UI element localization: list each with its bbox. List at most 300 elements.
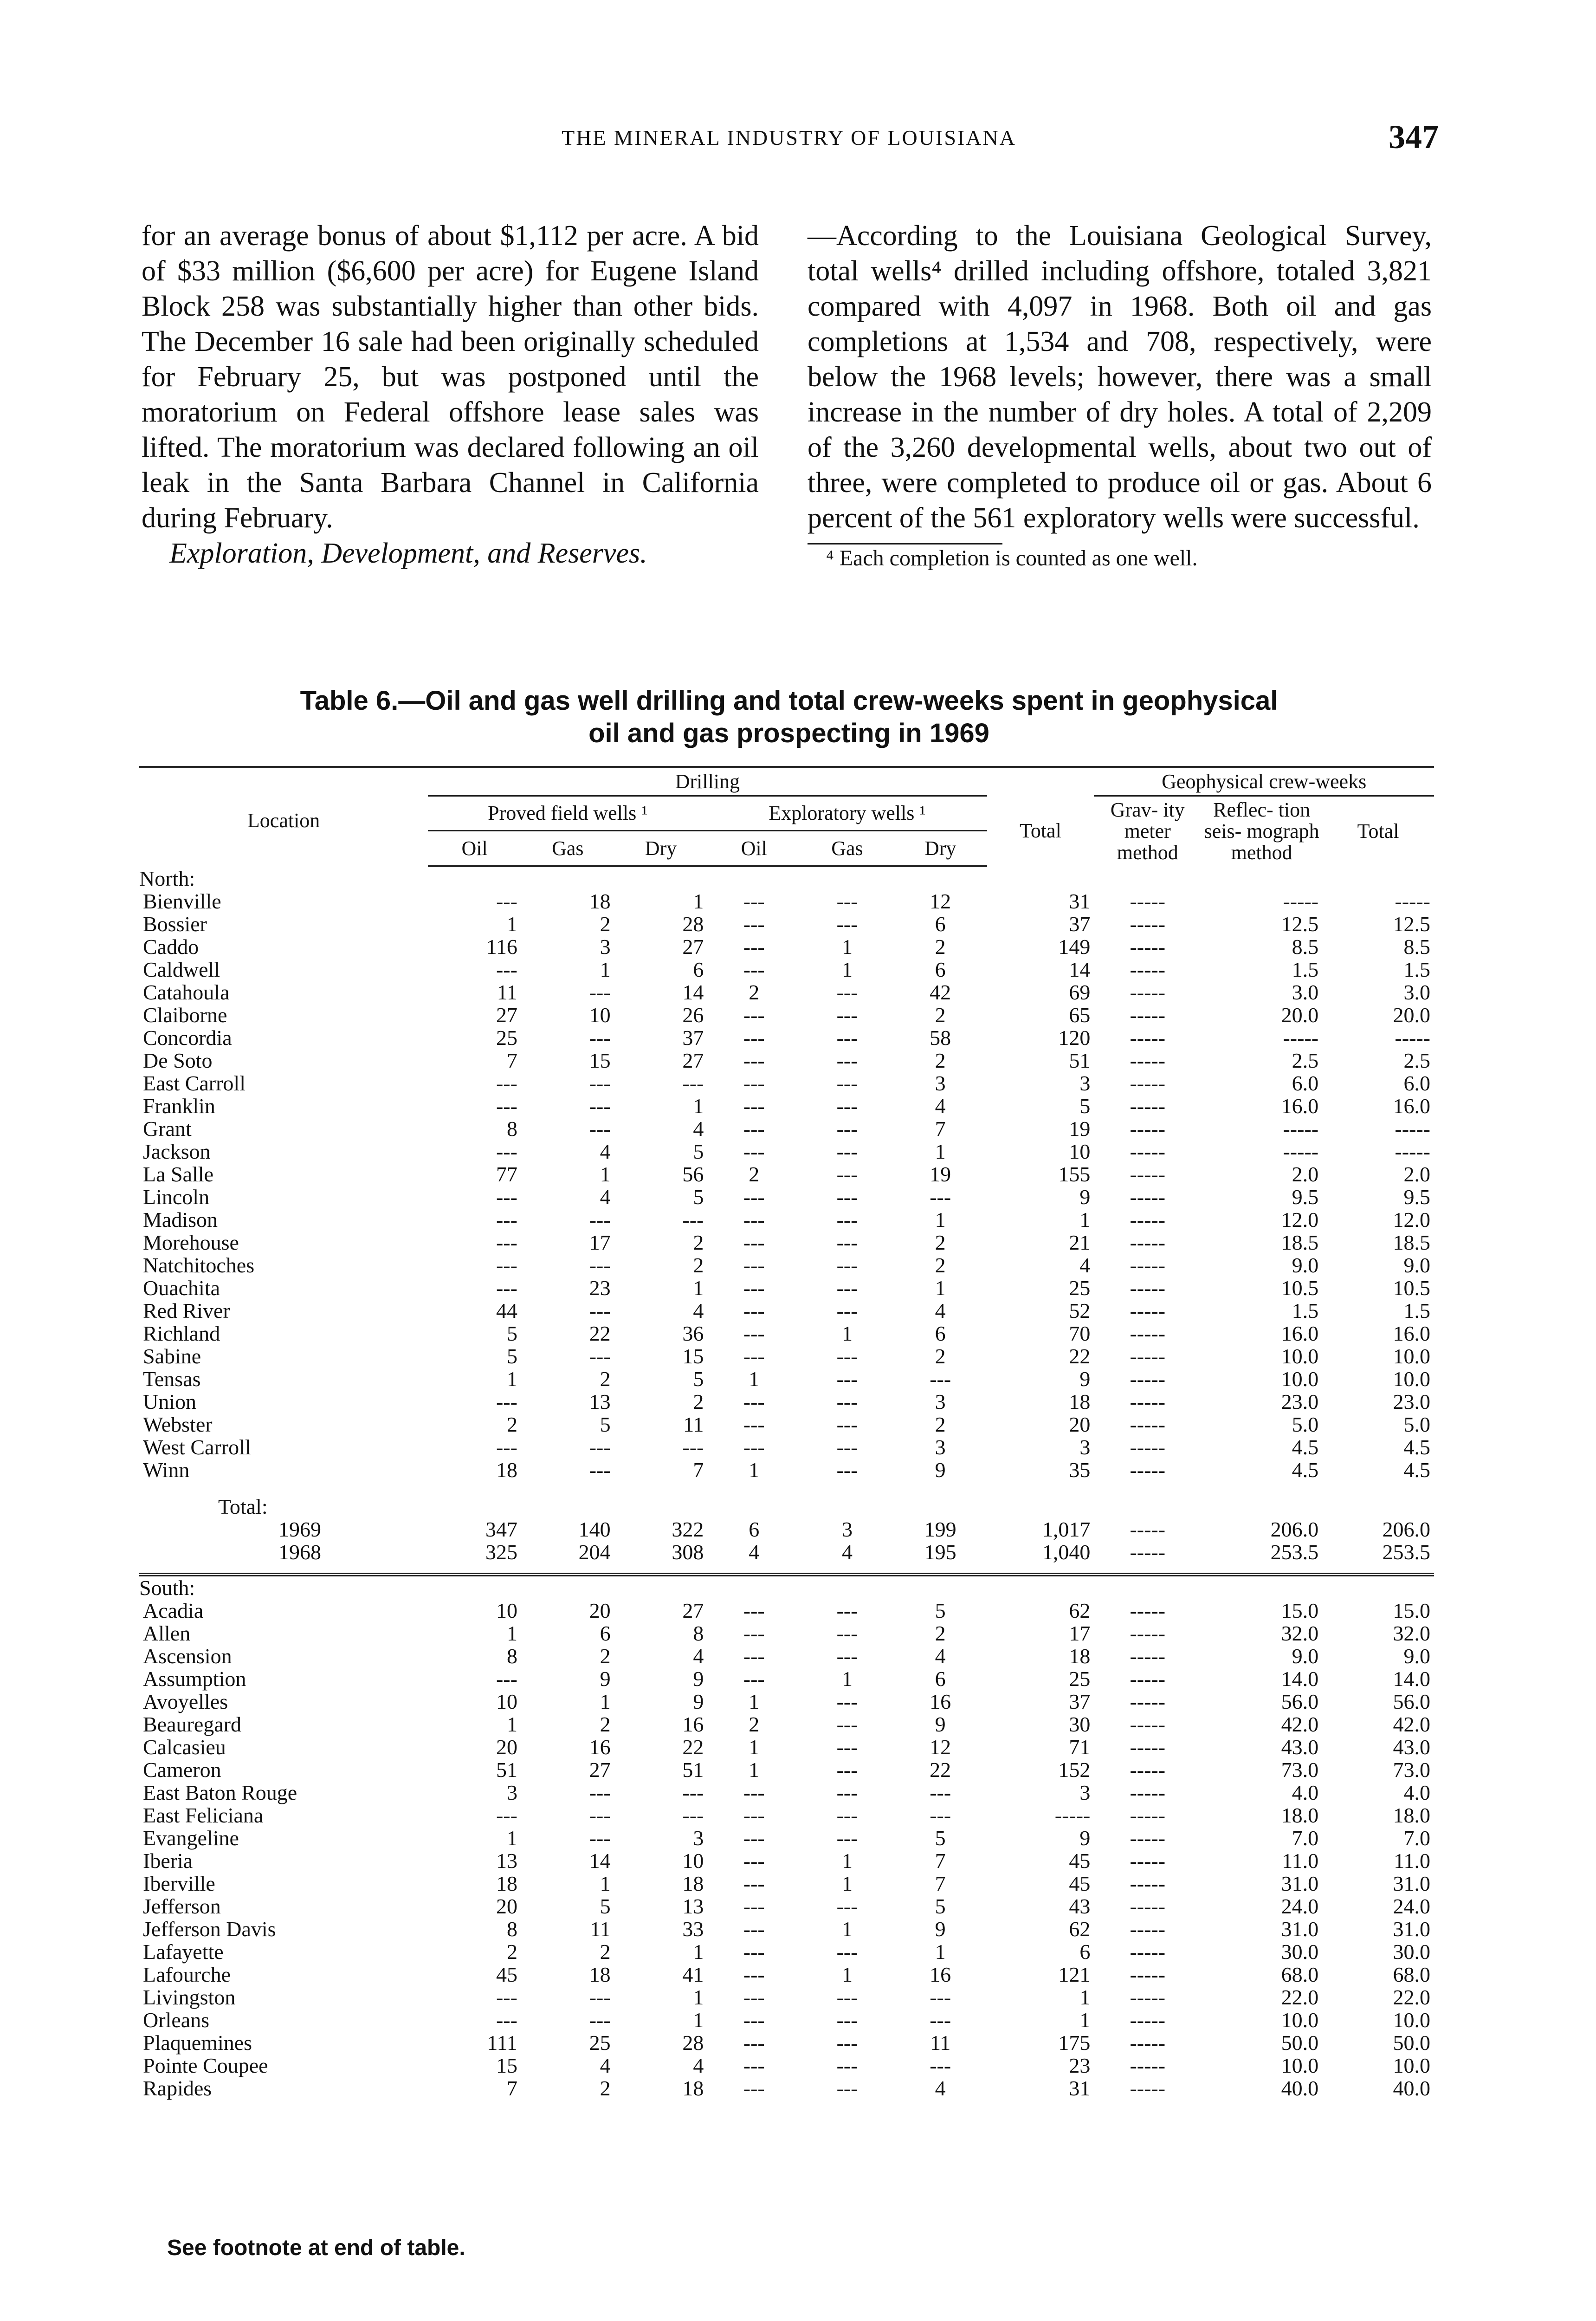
- value-cell: ---: [743, 2076, 765, 2100]
- value-cell: 45: [1069, 1872, 1091, 1895]
- table-note: See footnote at end of table.: [167, 2236, 465, 2260]
- value-cell: 4: [600, 2054, 611, 2077]
- value-cell: 19: [1069, 1117, 1091, 1141]
- value-cell: 204: [578, 1540, 611, 1564]
- value-cell: ---: [743, 889, 765, 913]
- value-cell: 8: [506, 1117, 517, 1141]
- value-cell: ---: [836, 1071, 858, 1095]
- value-cell: 25: [496, 1026, 517, 1050]
- value-cell: 11: [590, 1917, 611, 1941]
- value-cell: 9: [935, 1712, 946, 1736]
- value-cell: ---: [743, 1299, 765, 1323]
- location-cell: Pointe Coupee: [143, 2054, 268, 2077]
- value-cell: ---: [836, 2076, 858, 2100]
- value-cell: 31.0: [1281, 1917, 1319, 1941]
- value-cell: ---: [743, 1231, 765, 1254]
- value-cell: 2: [935, 935, 946, 959]
- value-cell: 51: [682, 1758, 704, 1782]
- value-cell: -----: [1054, 1803, 1091, 1827]
- value-cell: 20: [496, 1735, 517, 1759]
- value-cell: 69: [1069, 980, 1091, 1004]
- location-cell: Sabine: [143, 1344, 201, 1368]
- value-cell: 14: [589, 1849, 611, 1873]
- value-cell: ---: [836, 1599, 858, 1622]
- value-cell: -----: [1130, 1644, 1166, 1668]
- value-cell: ---: [682, 1435, 704, 1459]
- value-cell: ---: [836, 1231, 858, 1254]
- value-cell: 15.0: [1281, 1599, 1319, 1622]
- value-cell: 4: [693, 1644, 704, 1668]
- value-cell: 36: [682, 1322, 704, 1345]
- value-cell: ---: [836, 1894, 858, 1918]
- value-cell: -----: [1130, 1413, 1166, 1436]
- location-cell: Red River: [143, 1299, 230, 1323]
- location-cell: Beauregard: [143, 1712, 241, 1736]
- value-cell: 5: [935, 1599, 946, 1622]
- value-cell: 1: [935, 1140, 946, 1163]
- value-cell: 13: [682, 1894, 704, 1918]
- table-row: [139, 1690, 1434, 1713]
- table-row: [139, 1541, 1434, 1563]
- value-cell: 9: [693, 1690, 704, 1713]
- location-cell: East Carroll: [143, 1071, 246, 1095]
- value-cell: ---: [589, 1344, 611, 1368]
- value-cell: 22.0: [1281, 1985, 1319, 2009]
- table-row: [139, 1736, 1434, 1758]
- value-cell: 2: [600, 912, 611, 936]
- value-cell: ---: [836, 1712, 858, 1736]
- value-cell: 9.0: [1403, 1644, 1430, 1668]
- col-gravity: Grav- ity meter method: [1110, 798, 1185, 864]
- value-cell: 12.0: [1281, 1208, 1319, 1232]
- value-cell: 20.0: [1281, 1003, 1319, 1027]
- value-cell: 1: [749, 1758, 760, 1782]
- table-row: [139, 1986, 1434, 2009]
- col-dry: Dry: [614, 831, 708, 866]
- value-cell: 6: [693, 958, 704, 981]
- value-cell: 14: [1069, 958, 1091, 981]
- value-cell: 206.0: [1270, 1517, 1319, 1541]
- value-cell: ---: [496, 889, 517, 913]
- value-cell: 14: [682, 980, 704, 1004]
- value-cell: -----: [1130, 1231, 1166, 1254]
- footnote: ⁴ Each completion is counted as one well.: [826, 546, 1198, 571]
- value-cell: 11: [930, 2031, 951, 2055]
- value-cell: 77: [496, 1162, 517, 1186]
- value-cell: -----: [1283, 889, 1319, 913]
- location-cell: Union: [143, 1390, 196, 1413]
- value-cell: ---: [496, 2008, 517, 2032]
- value-cell: ---: [836, 1690, 858, 1713]
- value-cell: 2: [600, 1644, 611, 1668]
- table-row: [139, 1940, 1434, 1963]
- location-cell: Ascension: [143, 1644, 232, 1668]
- location-cell: Allen: [143, 1621, 191, 1645]
- value-cell: 56.0: [1281, 1690, 1319, 1713]
- value-cell: 2: [693, 1253, 704, 1277]
- value-cell: -----: [1130, 1690, 1166, 1713]
- value-cell: ---: [836, 1803, 858, 1827]
- value-cell: 9: [1079, 1185, 1091, 1209]
- value-cell: ---: [743, 1185, 765, 1209]
- location-cell: Assumption: [143, 1667, 246, 1691]
- value-cell: 10.0: [1393, 2008, 1430, 2032]
- value-cell: 152: [1058, 1758, 1091, 1782]
- value-cell: -----: [1130, 1276, 1166, 1300]
- value-cell: ---: [836, 980, 858, 1004]
- value-cell: 5: [1079, 1094, 1091, 1118]
- value-cell: 2: [935, 1344, 946, 1368]
- table-body: [139, 866, 1434, 2100]
- value-cell: 4: [600, 1140, 611, 1163]
- value-cell: 4.5: [1292, 1458, 1319, 1482]
- value-cell: 45: [1069, 1849, 1091, 1873]
- value-cell: ---: [836, 1299, 858, 1323]
- value-cell: -----: [1130, 1435, 1166, 1459]
- value-cell: -----: [1130, 1781, 1166, 1804]
- value-cell: 6.0: [1292, 1071, 1319, 1095]
- value-cell: -----: [1130, 1367, 1166, 1391]
- value-cell: 23: [1069, 2054, 1091, 2077]
- value-cell: 40.0: [1393, 2076, 1430, 2100]
- location-cell: Livingston: [143, 1985, 236, 2009]
- value-cell: 18: [496, 1872, 517, 1895]
- value-cell: 2.5: [1403, 1049, 1430, 1072]
- table-row: [139, 1599, 1434, 1622]
- value-cell: 9.0: [1403, 1253, 1430, 1277]
- value-cell: 10.0: [1281, 2054, 1319, 2077]
- value-cell: 121: [1058, 1963, 1091, 1986]
- table-row: [139, 1072, 1434, 1095]
- value-cell: ---: [836, 889, 858, 913]
- value-cell: 68.0: [1281, 1963, 1319, 1986]
- value-cell: ---: [836, 1644, 858, 1668]
- value-cell: 4: [935, 1644, 946, 1668]
- value-cell: 6: [935, 958, 946, 981]
- value-cell: 2: [935, 1003, 946, 1027]
- value-cell: -----: [1130, 1003, 1166, 1027]
- location-cell: East Baton Rouge: [143, 1781, 297, 1804]
- value-cell: ---: [743, 1208, 765, 1232]
- location-cell: Jefferson Davis: [143, 1917, 276, 1941]
- value-cell: 14.0: [1281, 1667, 1319, 1691]
- col-oil: Oil: [428, 831, 521, 866]
- table-row: [139, 1413, 1434, 1436]
- value-cell: ---: [930, 1185, 951, 1209]
- value-cell: ---: [836, 2008, 858, 2032]
- value-cell: 1,040: [1042, 1540, 1091, 1564]
- value-cell: 22.0: [1393, 1985, 1430, 2009]
- value-cell: ---: [496, 1071, 517, 1095]
- value-cell: 14.0: [1393, 1667, 1430, 1691]
- value-cell: -----: [1395, 1140, 1430, 1163]
- value-cell: 3: [506, 1781, 517, 1804]
- location-cell: Acadia: [143, 1599, 204, 1622]
- value-cell: ---: [496, 1985, 517, 2009]
- table-row: [139, 1781, 1434, 1804]
- value-cell: ---: [743, 1826, 765, 1850]
- value-cell: 9: [693, 1667, 704, 1691]
- value-cell: 43.0: [1393, 1735, 1430, 1759]
- value-cell: -----: [1130, 1049, 1166, 1072]
- location-cell: Calcasieu: [143, 1735, 226, 1759]
- value-cell: ---: [836, 1735, 858, 1759]
- value-cell: 15: [589, 1049, 611, 1072]
- data-table: [139, 766, 1434, 2100]
- value-cell: 8.5: [1292, 935, 1319, 959]
- value-cell: 3: [1079, 1071, 1091, 1095]
- value-cell: 12: [930, 889, 951, 913]
- value-cell: -----: [1130, 1826, 1166, 1850]
- value-cell: ---: [743, 935, 765, 959]
- value-cell: 5: [600, 1413, 611, 1436]
- location-cell: Madison: [143, 1208, 218, 1232]
- value-cell: 1: [693, 2008, 704, 2032]
- location-cell: Iberville: [143, 1872, 215, 1895]
- location-cell: West Carroll: [143, 1435, 251, 1459]
- value-cell: 10.0: [1393, 1344, 1430, 1368]
- value-cell: 6: [935, 1322, 946, 1345]
- value-cell: ---: [589, 1071, 611, 1095]
- value-cell: ---: [836, 1758, 858, 1782]
- value-cell: -----: [1130, 1712, 1166, 1736]
- value-cell: ---: [496, 1208, 517, 1232]
- value-cell: ---: [930, 1367, 951, 1391]
- value-cell: 23.0: [1281, 1390, 1319, 1413]
- value-cell: 9.5: [1292, 1185, 1319, 1209]
- value-cell: -----: [1130, 935, 1166, 959]
- value-cell: ---: [743, 1026, 765, 1050]
- value-cell: ---: [496, 1803, 517, 1827]
- table-row: [139, 1026, 1434, 1049]
- value-cell: ---: [930, 1985, 951, 2009]
- value-cell: -----: [1130, 1803, 1166, 1827]
- value-cell: ---: [589, 1781, 611, 1804]
- region-north-label: North:: [139, 867, 195, 890]
- value-cell: 18: [682, 2076, 704, 2100]
- value-cell: 2: [749, 1162, 760, 1186]
- page-header: [139, 118, 1439, 163]
- value-cell: -----: [1130, 2054, 1166, 2077]
- value-cell: 15: [496, 2054, 517, 2077]
- value-cell: ---: [836, 1253, 858, 1277]
- location-cell: La Salle: [143, 1162, 213, 1186]
- value-cell: 1,017: [1042, 1517, 1091, 1541]
- value-cell: 9: [935, 1458, 946, 1482]
- value-cell: 30: [1069, 1712, 1091, 1736]
- value-cell: 42.0: [1281, 1712, 1319, 1736]
- value-cell: -----: [1130, 1162, 1166, 1186]
- value-cell: 2.0: [1292, 1162, 1319, 1186]
- value-cell: -----: [1130, 1117, 1166, 1141]
- location-cell: Orleans: [143, 2008, 210, 2032]
- value-cell: -----: [1130, 1390, 1166, 1413]
- value-cell: ---: [743, 1276, 765, 1300]
- location-cell: Claiborne: [143, 1003, 227, 1027]
- right-column: [808, 218, 1432, 572]
- table-row: [139, 913, 1434, 935]
- value-cell: 347: [485, 1517, 517, 1541]
- value-cell: ---: [836, 1117, 858, 1141]
- value-cell: 62: [1069, 1917, 1091, 1941]
- value-cell: 10.0: [1393, 2054, 1430, 2077]
- value-cell: ---: [682, 1071, 704, 1095]
- value-cell: 52: [1069, 1299, 1091, 1323]
- value-cell: 27: [682, 935, 704, 959]
- location-cell: Jefferson: [143, 1894, 221, 1918]
- value-cell: 2: [693, 1390, 704, 1413]
- table-row: [139, 1918, 1434, 1940]
- value-cell: 18: [496, 1458, 517, 1482]
- value-cell: 8.5: [1403, 935, 1430, 959]
- value-cell: 7.0: [1403, 1826, 1430, 1850]
- value-cell: 111: [487, 2031, 517, 2055]
- value-cell: 50.0: [1393, 2031, 1430, 2055]
- value-cell: ---: [743, 1621, 765, 1645]
- value-cell: ---: [743, 1253, 765, 1277]
- location-cell: Caldwell: [143, 958, 220, 981]
- value-cell: 1: [506, 1621, 517, 1645]
- value-cell: ---: [836, 1458, 858, 1482]
- value-cell: 1: [693, 1276, 704, 1300]
- table-row: [139, 1622, 1434, 1645]
- col-geo-total: Total: [1357, 820, 1399, 843]
- value-cell: ---: [743, 1049, 765, 1072]
- value-cell: 6.0: [1403, 1071, 1430, 1095]
- value-cell: 8: [506, 1917, 517, 1941]
- value-cell: ---: [743, 958, 765, 981]
- value-cell: ---: [743, 1599, 765, 1622]
- value-cell: 17: [1069, 1621, 1091, 1645]
- value-cell: 116: [486, 935, 517, 959]
- value-cell: -----: [1283, 1026, 1319, 1050]
- value-cell: ---: [836, 1940, 858, 1964]
- value-cell: 16.0: [1393, 1322, 1430, 1345]
- location-cell: 1969: [278, 1517, 321, 1541]
- value-cell: 1: [841, 935, 853, 959]
- table-row: [139, 1322, 1434, 1345]
- value-cell: 30.0: [1393, 1940, 1430, 1964]
- value-cell: 7: [506, 2076, 517, 2100]
- value-cell: 37: [1069, 1690, 1091, 1713]
- value-cell: ---: [836, 2054, 858, 2077]
- value-cell: -----: [1395, 889, 1430, 913]
- value-cell: ---: [496, 1253, 517, 1277]
- value-cell: -----: [1130, 1540, 1166, 1564]
- value-cell: ---: [743, 1940, 765, 1964]
- value-cell: ---: [743, 1803, 765, 1827]
- value-cell: 9: [1079, 1826, 1091, 1850]
- location-cell: Bienville: [143, 889, 221, 913]
- table-row: [139, 2031, 1434, 2054]
- table-row: [139, 1277, 1434, 1299]
- value-cell: 4.5: [1403, 1458, 1430, 1482]
- col-group-drilling: Drilling: [428, 767, 987, 796]
- value-cell: 25: [589, 2031, 611, 2055]
- table-row: [139, 1117, 1434, 1140]
- totals-heading-label: Total:: [218, 1495, 268, 1518]
- value-cell: 16: [930, 1690, 951, 1713]
- value-cell: 70: [1069, 1322, 1091, 1345]
- value-cell: 3: [935, 1071, 946, 1095]
- value-cell: 10: [682, 1849, 704, 1873]
- value-cell: ---: [836, 1344, 858, 1368]
- value-cell: 24.0: [1393, 1894, 1430, 1918]
- value-cell: -----: [1130, 912, 1166, 936]
- table-row: [139, 1436, 1434, 1459]
- value-cell: 12.0: [1393, 1208, 1430, 1232]
- value-cell: 33: [682, 1917, 704, 1941]
- page-number: 347: [1389, 118, 1439, 156]
- col-oil-exploratory: Oil: [707, 831, 801, 866]
- value-cell: 56: [682, 1162, 704, 1186]
- value-cell: 25: [1069, 1667, 1091, 1691]
- value-cell: 1: [506, 912, 517, 936]
- value-cell: ---: [836, 1367, 858, 1391]
- value-cell: -----: [1130, 1917, 1166, 1941]
- value-cell: -----: [1130, 1185, 1166, 1209]
- value-cell: 1: [841, 1872, 853, 1895]
- value-cell: -----: [1130, 2076, 1166, 2100]
- value-cell: 2: [600, 1712, 611, 1736]
- value-cell: ---: [836, 1003, 858, 1027]
- table-row: [139, 1049, 1434, 1072]
- value-cell: ---: [589, 1299, 611, 1323]
- value-cell: 6: [935, 1667, 946, 1691]
- value-cell: -----: [1130, 1985, 1166, 2009]
- table-row: [139, 1186, 1434, 1208]
- value-cell: 43: [1069, 1894, 1091, 1918]
- value-cell: 9.0: [1292, 1644, 1319, 1668]
- value-cell: 2: [935, 1231, 946, 1254]
- value-cell: ---: [589, 980, 611, 1004]
- value-cell: 22: [682, 1735, 704, 1759]
- region-south-label: South:: [139, 1576, 195, 1600]
- value-cell: 253.5: [1382, 1540, 1430, 1564]
- value-cell: 18: [1069, 1644, 1091, 1668]
- value-cell: 42.0: [1393, 1712, 1430, 1736]
- location-cell: Morehouse: [143, 1231, 239, 1254]
- value-cell: ---: [743, 1003, 765, 1027]
- value-cell: 18: [589, 889, 611, 913]
- value-cell: ---: [930, 2054, 951, 2077]
- location-cell: Richland: [143, 1322, 220, 1345]
- value-cell: -----: [1130, 1599, 1166, 1622]
- value-cell: 2: [600, 1367, 611, 1391]
- value-cell: 4.5: [1292, 1435, 1319, 1459]
- totals-heading: [139, 1495, 1434, 1518]
- value-cell: 20: [1069, 1413, 1091, 1436]
- value-cell: ---: [743, 1644, 765, 1668]
- value-cell: -----: [1130, 1872, 1166, 1895]
- value-cell: 71: [1069, 1735, 1091, 1759]
- value-cell: 6: [935, 912, 946, 936]
- col-dry-exploratory: Dry: [894, 831, 987, 866]
- value-cell: 26: [682, 1003, 704, 1027]
- table-row: [139, 1254, 1434, 1277]
- value-cell: 4: [693, 1117, 704, 1141]
- value-cell: ---: [743, 1322, 765, 1345]
- value-cell: 62: [1069, 1599, 1091, 1622]
- value-cell: 43.0: [1281, 1735, 1319, 1759]
- value-cell: 42: [930, 980, 951, 1004]
- value-cell: 4.5: [1403, 1435, 1430, 1459]
- value-cell: 1: [749, 1735, 760, 1759]
- value-cell: -----: [1130, 980, 1166, 1004]
- value-cell: -----: [1130, 1940, 1166, 1964]
- value-cell: 25: [1069, 1276, 1091, 1300]
- value-cell: 2: [935, 1621, 946, 1645]
